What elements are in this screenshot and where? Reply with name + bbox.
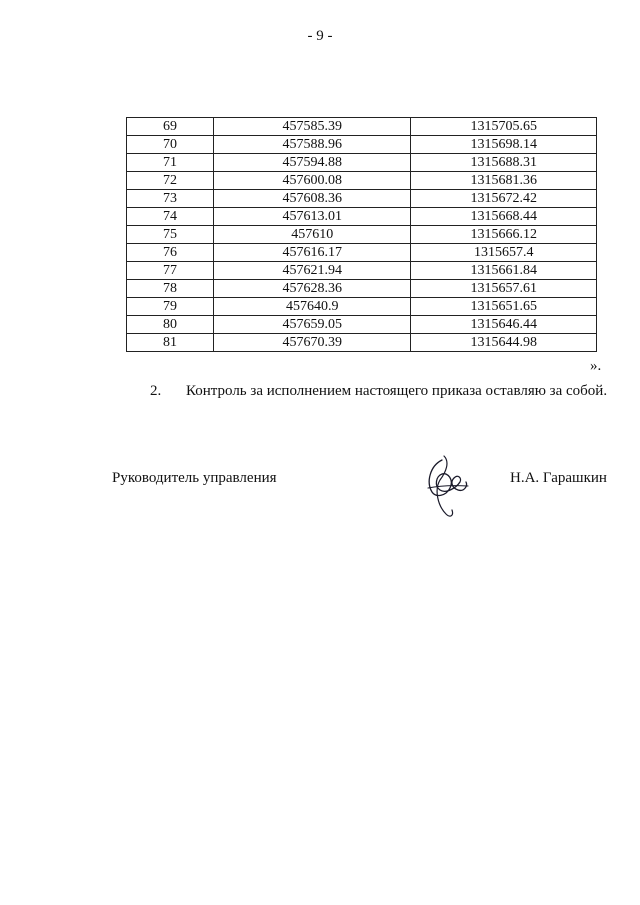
table-row (127, 244, 597, 262)
point-number-cell: 70 (127, 136, 214, 154)
x-coordinate-cell: 457600.08 (214, 172, 411, 190)
point-number-cell: 72 (127, 172, 214, 190)
coordinates-table (126, 117, 597, 352)
table-row (127, 118, 597, 136)
x-coordinate-cell: 457608.36 (214, 190, 411, 208)
table-row (127, 190, 597, 208)
x-coordinate-cell: 457585.39 (214, 118, 411, 136)
y-coordinate-cell: 1315646.44 (411, 316, 597, 334)
x-coordinate-cell: 457621.94 (214, 262, 411, 280)
x-coordinate-cell: 457610 (214, 226, 411, 244)
signer-name: Н.А. Гарашкин (510, 470, 607, 486)
y-coordinate-cell: 1315698.14 (411, 136, 597, 154)
point-number-cell: 77 (127, 262, 214, 280)
closing-quote: ». (590, 358, 602, 374)
x-coordinate-cell: 457616.17 (214, 244, 411, 262)
x-coordinate-cell: 457613.01 (214, 208, 411, 226)
handwritten-signature-icon (420, 452, 470, 520)
x-coordinate-cell: 457594.88 (214, 154, 411, 172)
signer-position: Руководитель управления (112, 470, 277, 486)
y-coordinate-cell: 1315644.98 (411, 334, 597, 352)
table-row (127, 298, 597, 316)
clause-text: Контроль за исполнением настоящего приказа оставляю за собой. (186, 383, 608, 399)
y-coordinate-cell: 1315688.31 (411, 154, 597, 172)
x-coordinate-cell: 457659.05 (214, 316, 411, 334)
y-coordinate-cell: 1315657.4 (411, 244, 597, 262)
y-coordinate-cell: 1315661.84 (411, 262, 597, 280)
point-number-cell: 76 (127, 244, 214, 262)
point-number-cell: 69 (127, 118, 214, 136)
table-row (127, 334, 597, 352)
point-number-cell: 78 (127, 280, 214, 298)
table-row (127, 208, 597, 226)
x-coordinate-cell: 457588.96 (214, 136, 411, 154)
table-row (127, 226, 597, 244)
table-row (127, 280, 597, 298)
point-number-cell: 81 (127, 334, 214, 352)
point-number-cell: 71 (127, 154, 214, 172)
coordinates-table-body (127, 118, 597, 352)
x-coordinate-cell: 457670.39 (214, 334, 411, 352)
table-row (127, 136, 597, 154)
table-row (127, 316, 597, 334)
point-number-cell: 73 (127, 190, 214, 208)
x-coordinate-cell: 457628.36 (214, 280, 411, 298)
y-coordinate-cell: 1315672.42 (411, 190, 597, 208)
y-coordinate-cell: 1315668.44 (411, 208, 597, 226)
point-number-cell: 75 (127, 226, 214, 244)
point-number-cell: 79 (127, 298, 214, 316)
y-coordinate-cell: 1315666.12 (411, 226, 597, 244)
clause-number: 2. (150, 383, 162, 399)
table-row (127, 154, 597, 172)
y-coordinate-cell: 1315657.61 (411, 280, 597, 298)
clause-2 (150, 383, 607, 400)
y-coordinate-cell: 1315651.65 (411, 298, 597, 316)
point-number-cell: 80 (127, 316, 214, 334)
table-row (127, 262, 597, 280)
table-row (127, 172, 597, 190)
y-coordinate-cell: 1315681.36 (411, 172, 597, 190)
page-number: - 9 - (307, 28, 333, 44)
x-coordinate-cell: 457640.9 (214, 298, 411, 316)
point-number-cell: 74 (127, 208, 214, 226)
y-coordinate-cell: 1315705.65 (411, 118, 597, 136)
